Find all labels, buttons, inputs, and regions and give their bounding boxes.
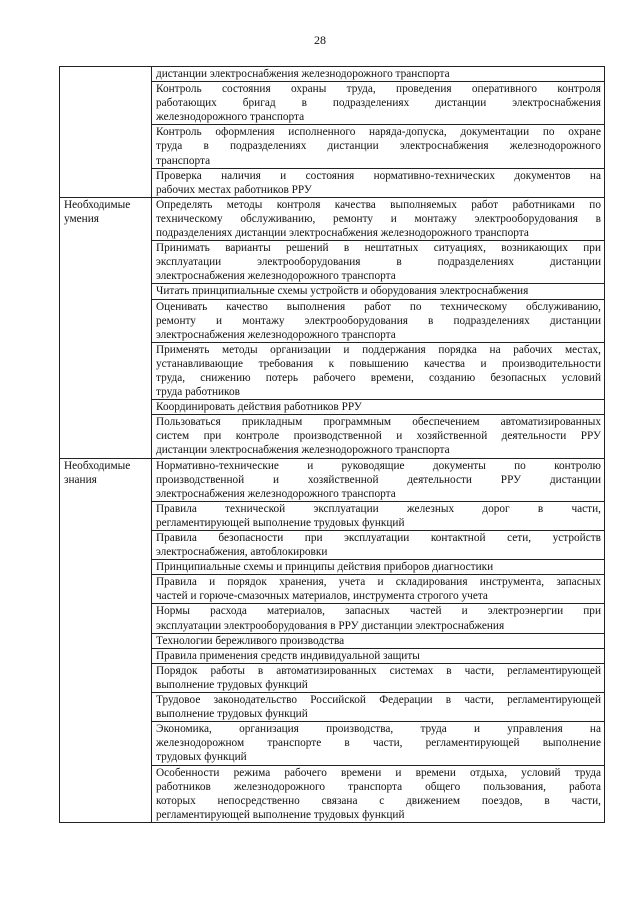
text-line: Оценивать качество выполнения работ по техническому обслуживанию, bbox=[156, 300, 601, 313]
text-line: которых непосредственно связана с движением поездов, в части, bbox=[156, 794, 601, 807]
text-line: Принимать варианты решений в нештатных ситуациях, возникающих при bbox=[156, 242, 601, 255]
text-line: Порядок работы в автоматизированных системах в части, регламентирующей bbox=[156, 664, 601, 677]
text-line: систем при контроле производственной и хозяйственной деятельности РРУ bbox=[156, 430, 601, 443]
text-line: электроснабжения железнодорожного транспорта bbox=[156, 328, 396, 341]
text-line: производственной и хозяйственной деятельности РРУ дистанции bbox=[156, 473, 601, 486]
text-line: Координировать действия работников РРУ bbox=[156, 401, 362, 414]
section-label bbox=[60, 67, 152, 198]
text-line: работников железнодорожного транспорта общего пользования, работа bbox=[156, 780, 601, 793]
requirement-item bbox=[152, 633, 605, 648]
text-line: Читать принципиальные схемы устройств и оборудования электроснабжения bbox=[156, 285, 529, 298]
text-line: Правила применения средств индивидуальной защиты bbox=[156, 649, 420, 662]
text-line: ремонту и монтажу электрооборудования в подразделениях дистанции bbox=[156, 314, 601, 327]
text-line: Особенности режима рабочего времени и времени отдыха, условий труда bbox=[156, 766, 601, 779]
text-line: регламентирующей выполнение трудовых функций bbox=[156, 516, 405, 529]
requirement-item bbox=[152, 765, 605, 822]
text-line: техническому обслуживанию, ремонту и монтажу электрооборудования в bbox=[156, 212, 601, 225]
requirement-item bbox=[152, 648, 605, 663]
text-line: трудовых функций bbox=[156, 751, 247, 764]
text-line: Правила и порядок хранения, учета и складирования инструмента, запасных bbox=[156, 576, 601, 589]
text-line: устанавливающие требования к повышению качества и производительности bbox=[156, 357, 601, 370]
text-line: электроснабжения железнодорожного транспорта bbox=[156, 270, 396, 283]
requirement-item bbox=[152, 299, 605, 342]
text-line: труда в подразделениях дистанции электроснабжения железнодорожного bbox=[156, 140, 601, 153]
text-line: Принципиальные схемы и принципы действия приборов диагностики bbox=[156, 561, 494, 574]
table-row bbox=[60, 197, 605, 240]
text-line: Контроль оформления исполненного наряда-допуска, документации по охране bbox=[156, 126, 601, 139]
text-line: частей и горюче-смазочных материалов, инструмента строгого учета bbox=[156, 590, 488, 603]
text-line: труда работников bbox=[156, 386, 240, 399]
text-line: Правила безопасности при эксплуатации контактной сети, устройств bbox=[156, 532, 601, 544]
requirement-item bbox=[152, 663, 605, 692]
requirement-item bbox=[152, 67, 605, 82]
text-line: эксплуатации электрооборудования в подразделениях дистанции bbox=[156, 256, 601, 269]
requirement-item bbox=[152, 82, 605, 125]
table-row bbox=[60, 458, 605, 501]
text-line: Определять методы контроля качества выполняемых работ работниками по bbox=[156, 198, 601, 211]
page-number: 28 bbox=[314, 33, 326, 47]
requirement-item bbox=[152, 400, 605, 415]
text-line: Контроль состояния охраны труда, проведения оперативного контроля bbox=[156, 83, 601, 96]
text-line: регламентирующей выполнение трудовых функций bbox=[156, 808, 405, 821]
text-line: выполнение трудовых функций bbox=[156, 678, 308, 691]
text-line: Трудовое законодательство Российской Федерации в части, регламентирующей bbox=[156, 694, 601, 707]
requirement-item bbox=[152, 342, 605, 399]
requirement-item bbox=[152, 197, 605, 240]
requirement-item bbox=[152, 284, 605, 299]
table-row bbox=[60, 67, 605, 82]
text-line: Проверка наличия и состояния нормативно-технических документов на bbox=[156, 169, 601, 182]
text-line: Экономика, организация производства, труда и управления на bbox=[156, 723, 601, 736]
text-line: транспорта bbox=[156, 154, 211, 167]
text-line: эксплуатации электрооборудования в РРУ дистанции электроснабжения bbox=[156, 619, 505, 632]
text-line: выполнение трудовых функций bbox=[156, 708, 308, 721]
section-label: Необходимые знания bbox=[60, 458, 152, 822]
competency-table bbox=[59, 66, 605, 823]
requirement-item bbox=[152, 125, 605, 168]
text-line: Пользоваться прикладным программным обеспечением автоматизированных bbox=[156, 416, 601, 429]
requirement-item bbox=[152, 168, 605, 197]
text-line: электроснабжения железнодорожного транспорта bbox=[156, 487, 396, 500]
text-line: Технологии бережливого производства bbox=[156, 634, 345, 647]
requirement-item bbox=[152, 604, 605, 633]
requirement-item bbox=[152, 415, 605, 458]
text-line: железнодорожном транспорте в части, регламентирующей выполнение bbox=[156, 737, 601, 750]
text-line: труда, снижению потерь рабочего времени, созданию безопасных условий bbox=[156, 371, 601, 384]
text-line: Нормативно-технические и руководящие документы по контролю bbox=[156, 459, 601, 472]
requirement-item bbox=[152, 693, 605, 722]
text-line: работающих бригад в подразделениях дистанции электроснабжения bbox=[156, 97, 601, 110]
requirement-item bbox=[152, 560, 605, 575]
text-line: Правила технической эксплуатации железных дорог в части, bbox=[156, 502, 601, 515]
requirement-item bbox=[152, 722, 605, 765]
text-line: подразделениях дистанции электроснабжения железнодорожного транспорта bbox=[156, 227, 529, 240]
text-line: Нормы расхода материалов, запасных частей и электроэнергии при bbox=[156, 605, 601, 618]
text-line: рабочих местах работников РРУ bbox=[156, 183, 312, 196]
requirement-item bbox=[152, 575, 605, 604]
section-label: Необходимые умения bbox=[60, 197, 152, 458]
text-line: электроснабжения, автоблокировки bbox=[156, 546, 328, 559]
text-line: дистанции электроснабжения железнодорожного транспорта bbox=[156, 444, 450, 457]
requirement-item bbox=[152, 501, 605, 530]
requirement-item bbox=[152, 531, 605, 560]
requirement-item bbox=[152, 241, 605, 284]
requirement-item bbox=[152, 458, 605, 501]
text-line: дистанции электроснабжения железнодорожного транспорта bbox=[156, 68, 450, 80]
text-line: железнодорожного транспорта bbox=[156, 111, 305, 124]
text-line: Применять методы организации и поддержания порядка на рабочих местах, bbox=[156, 343, 601, 356]
